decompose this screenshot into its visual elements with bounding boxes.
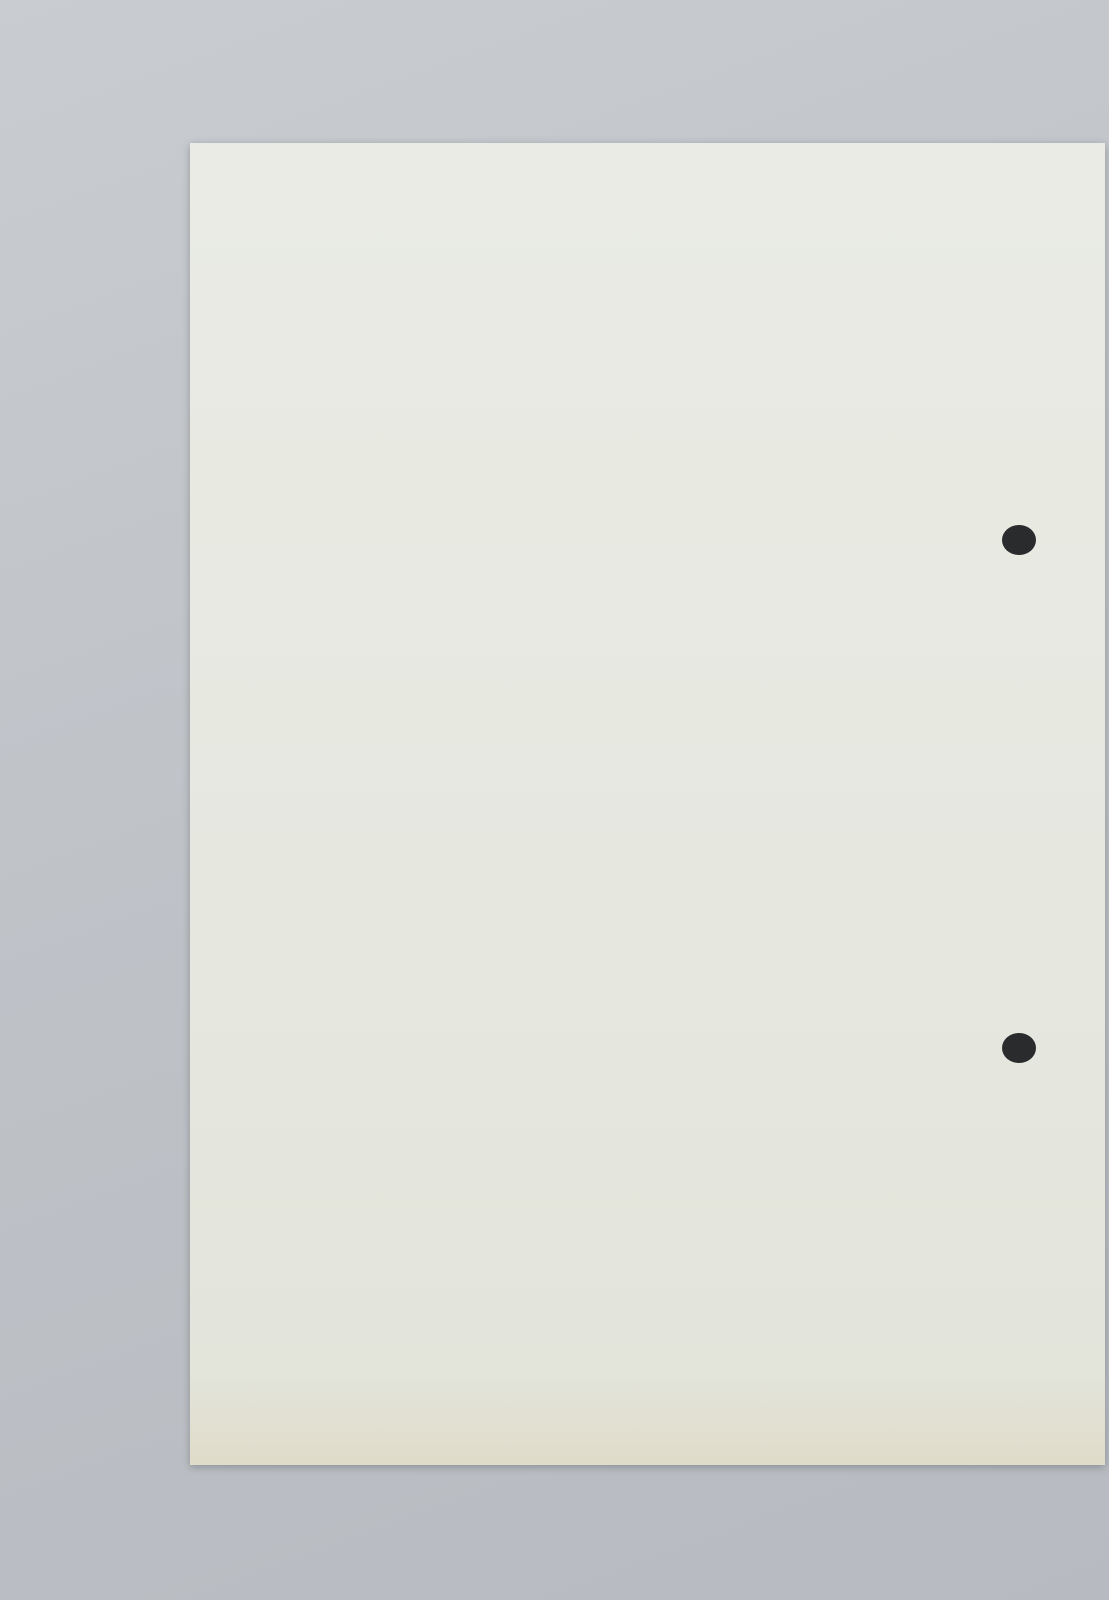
punch-hole-top [1002, 525, 1036, 555]
punch-hole-bottom [1002, 1033, 1036, 1063]
pump-diagrams [312, 413, 984, 723]
document-page [190, 143, 1105, 1465]
